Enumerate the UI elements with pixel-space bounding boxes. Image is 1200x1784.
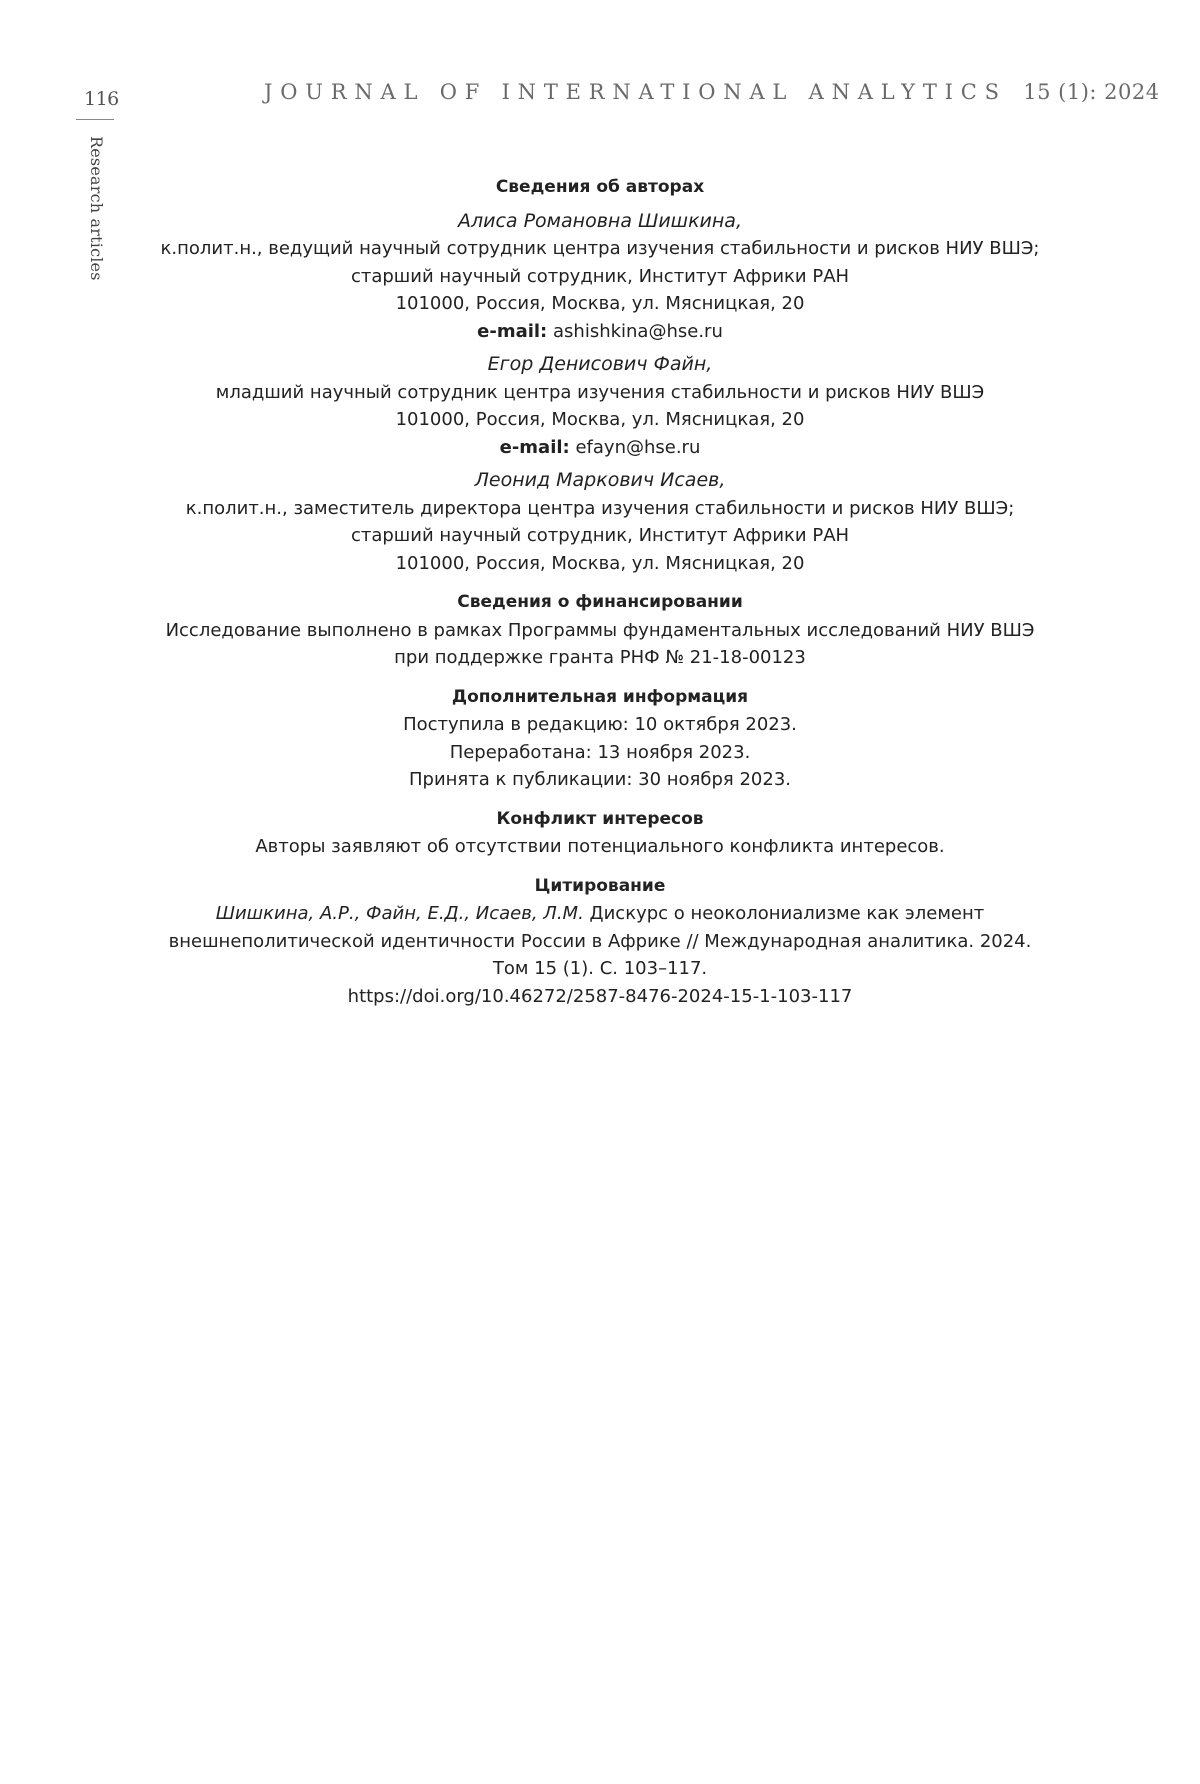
running-header <box>264 80 1160 104</box>
email-label: e-mail: <box>499 436 570 458</box>
author-address: 101000, Россия, Москва, ул. Мясницкая, 20 <box>395 409 805 430</box>
journal-issue: 15 (1): 2024 <box>1023 80 1160 104</box>
additional-info-section <box>160 684 1040 794</box>
author-affiliation: старший научный сотрудник, Институт Африки РАН <box>350 265 850 287</box>
additional-info-heading: Дополнительная информация <box>451 686 749 707</box>
accepted-date: Принята к публикации: 30 ноября 2023. <box>409 769 791 790</box>
citation-heading: Цитирование <box>534 875 666 896</box>
author-affiliation: к.полит.н., ведущий научный сотрудник центра изучения стабильности и рисков НИУ ВШЭ; <box>160 238 1040 259</box>
journal-title: JOURNAL OF INTERNATIONAL ANALYTICS <box>264 80 1007 104</box>
article-info <box>160 174 1040 1010</box>
author-email-line <box>160 318 1040 346</box>
author-address: 101000, Россия, Москва, ул. Мясницкая, 20 <box>395 293 805 314</box>
author-name: Егор Денисович Файн, <box>487 353 713 375</box>
funding-section <box>160 589 1040 672</box>
authors-section <box>160 174 1040 577</box>
email-label: e-mail: <box>477 320 548 342</box>
author-affiliation: к.полит.н., заместитель директора центра изучения стабильности и рисков НИУ ВШЭ; <box>185 497 1015 519</box>
header-rule <box>76 119 114 120</box>
author-block <box>160 351 1040 461</box>
citation-line: внешнеполитической идентичности России в Африке // Международная аналитика. 2024. <box>168 930 1032 952</box>
funding-heading: Сведения о финансировании <box>457 592 743 612</box>
author-email[interactable]: efayn@hse.ru <box>575 436 701 458</box>
section-side-label: Research articles <box>87 136 106 281</box>
author-block <box>160 208 1040 346</box>
citation-line: Том 15 (1). С. 103–117. <box>492 958 708 979</box>
citation-title: Дискурс о неоколониализме как элемент <box>583 903 985 924</box>
revised-date: Переработана: 13 ноября 2023. <box>449 741 751 763</box>
funding-text: Исследование выполнено в рамках Программы фундаментальных исследований НИУ ВШЭ <box>165 619 1035 641</box>
page-number: 116 <box>84 88 119 110</box>
funding-text: при поддержке гранта РНФ № 21-18-00123 <box>394 647 806 668</box>
conflict-section <box>160 806 1040 861</box>
authors-heading: Сведения об авторах <box>495 177 705 197</box>
author-block <box>160 467 1040 577</box>
conflict-text: Авторы заявляют об отсутствии потенциального конфликта интересов. <box>255 836 945 857</box>
citation-line <box>160 900 1040 928</box>
author-name: Алиса Романовна Шишкина, <box>457 209 742 232</box>
received-date: Поступила в редакцию: 10 октября 2023. <box>403 714 797 735</box>
author-name: Леонид Маркович Исаев, <box>474 469 726 491</box>
conflict-heading: Конфликт интересов <box>496 808 704 829</box>
citation-doi-link[interactable]: https://doi.org/10.46272/2587-8476-2024-15-1-103-117 <box>347 985 853 1007</box>
author-affiliation: младший научный сотрудник центра изучения стабильности и рисков НИУ ВШЭ <box>215 381 985 403</box>
citation-authors: Шишкина, А.Р., Файн, Е.Д., Исаев, Л.М. <box>215 903 584 924</box>
author-email[interactable]: ashishkina@hse.ru <box>553 320 723 342</box>
citation-section <box>160 873 1040 1011</box>
author-affiliation: старший научный сотрудник, Институт Африки РАН <box>350 525 850 546</box>
author-email-line <box>160 434 1040 462</box>
author-address: 101000, Россия, Москва, ул. Мясницкая, 20 <box>395 552 805 574</box>
